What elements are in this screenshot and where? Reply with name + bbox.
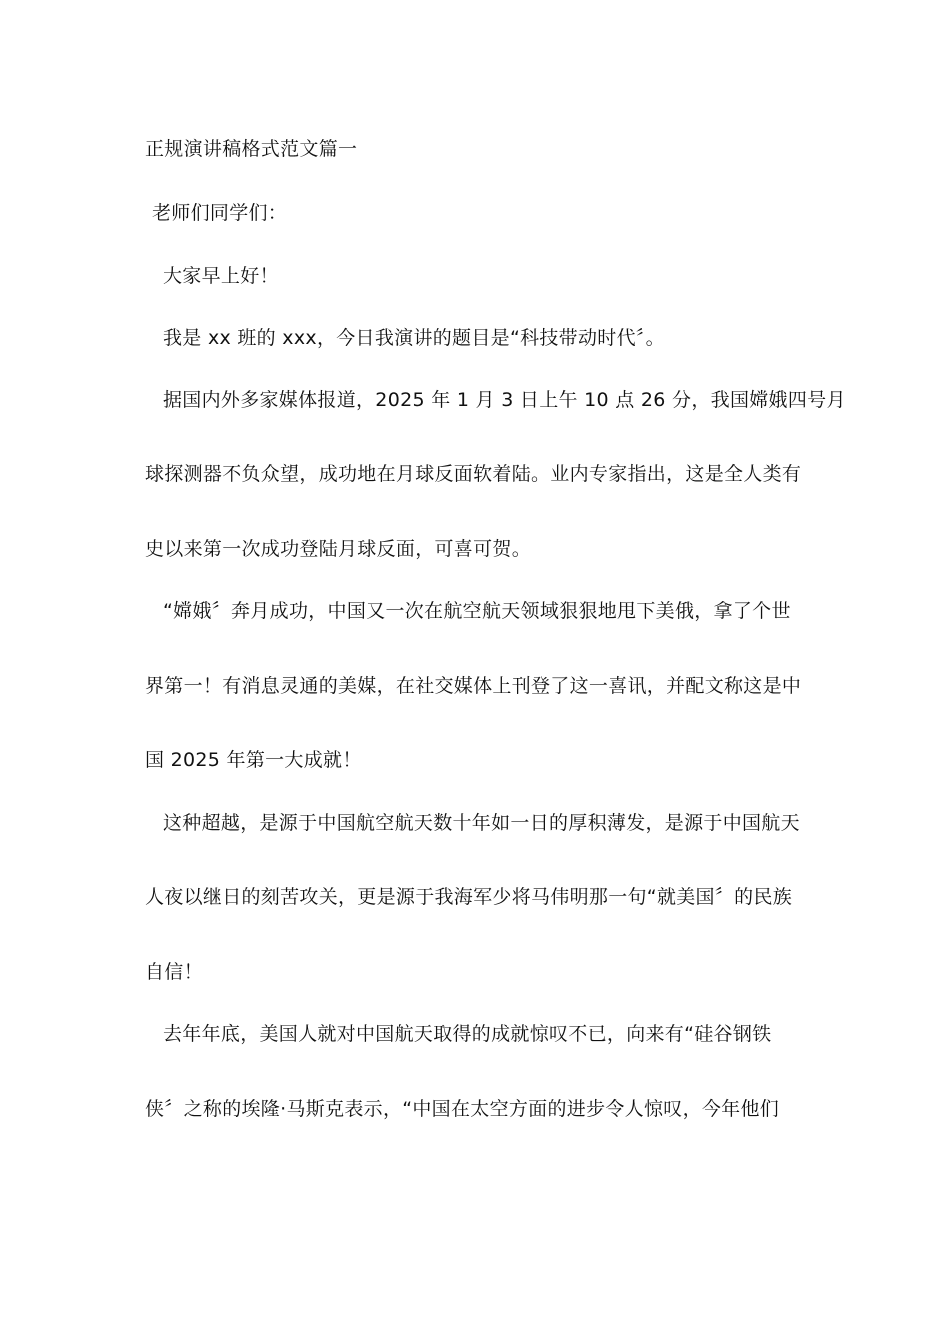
paragraph-1-line-2: 球探测器不负众望，成功地在月球反面软着陆。业内专家指出，这是全人类有 (145, 463, 802, 485)
paragraph-4-line-1: 去年年底，美国人就对中国航天取得的成就惊叹不已，向来有“硅谷钢铁 (163, 1023, 772, 1045)
paragraph-2-line-3: 国 2025 年第一大成就！ (145, 749, 362, 771)
intro-line: 我是 xx 班的 xxx，今日我演讲的题目是“科技带动时代〞。 (163, 327, 665, 349)
paragraph-1-line-3: 史以来第一次成功登陆月球反面，可喜可贺。 (145, 538, 532, 560)
document-title: 正规演讲稿格式范文篇一 (145, 138, 358, 160)
salutation: 老师们同学们： (152, 202, 288, 224)
paragraph-1-line-1: 据国内外多家媒体报道，2025 年 1 月 3 日上午 10 点 26 分，我国嫦娥四号月 (163, 389, 846, 411)
paragraph-2-line-1: “嫦娥〞奔月成功，中国又一次在航空航天领域狠狠地甩下美俄，拿了个世 (163, 600, 791, 622)
paragraph-2-line-2: 界第一！有消息灵通的美媒，在社交媒体上刊登了这一喜讯，并配文称这是中 (145, 675, 802, 697)
paragraph-3-line-1: 这种超越，是源于中国航空航天数十年如一日的厚积薄发，是源于中国航天 (163, 812, 800, 834)
paragraph-3-line-2: 人夜以继日的刻苦攻关，更是源于我海军少将马伟明那一句“就美国〞的民族 (145, 886, 793, 908)
paragraph-4-line-2: 侠〞之称的埃隆·马斯克表示，“中国在太空方面的进步令人惊叹，今年他们 (145, 1098, 780, 1120)
greeting: 大家早上好！ (163, 265, 279, 287)
paragraph-3-line-3: 自信！ (145, 961, 203, 983)
